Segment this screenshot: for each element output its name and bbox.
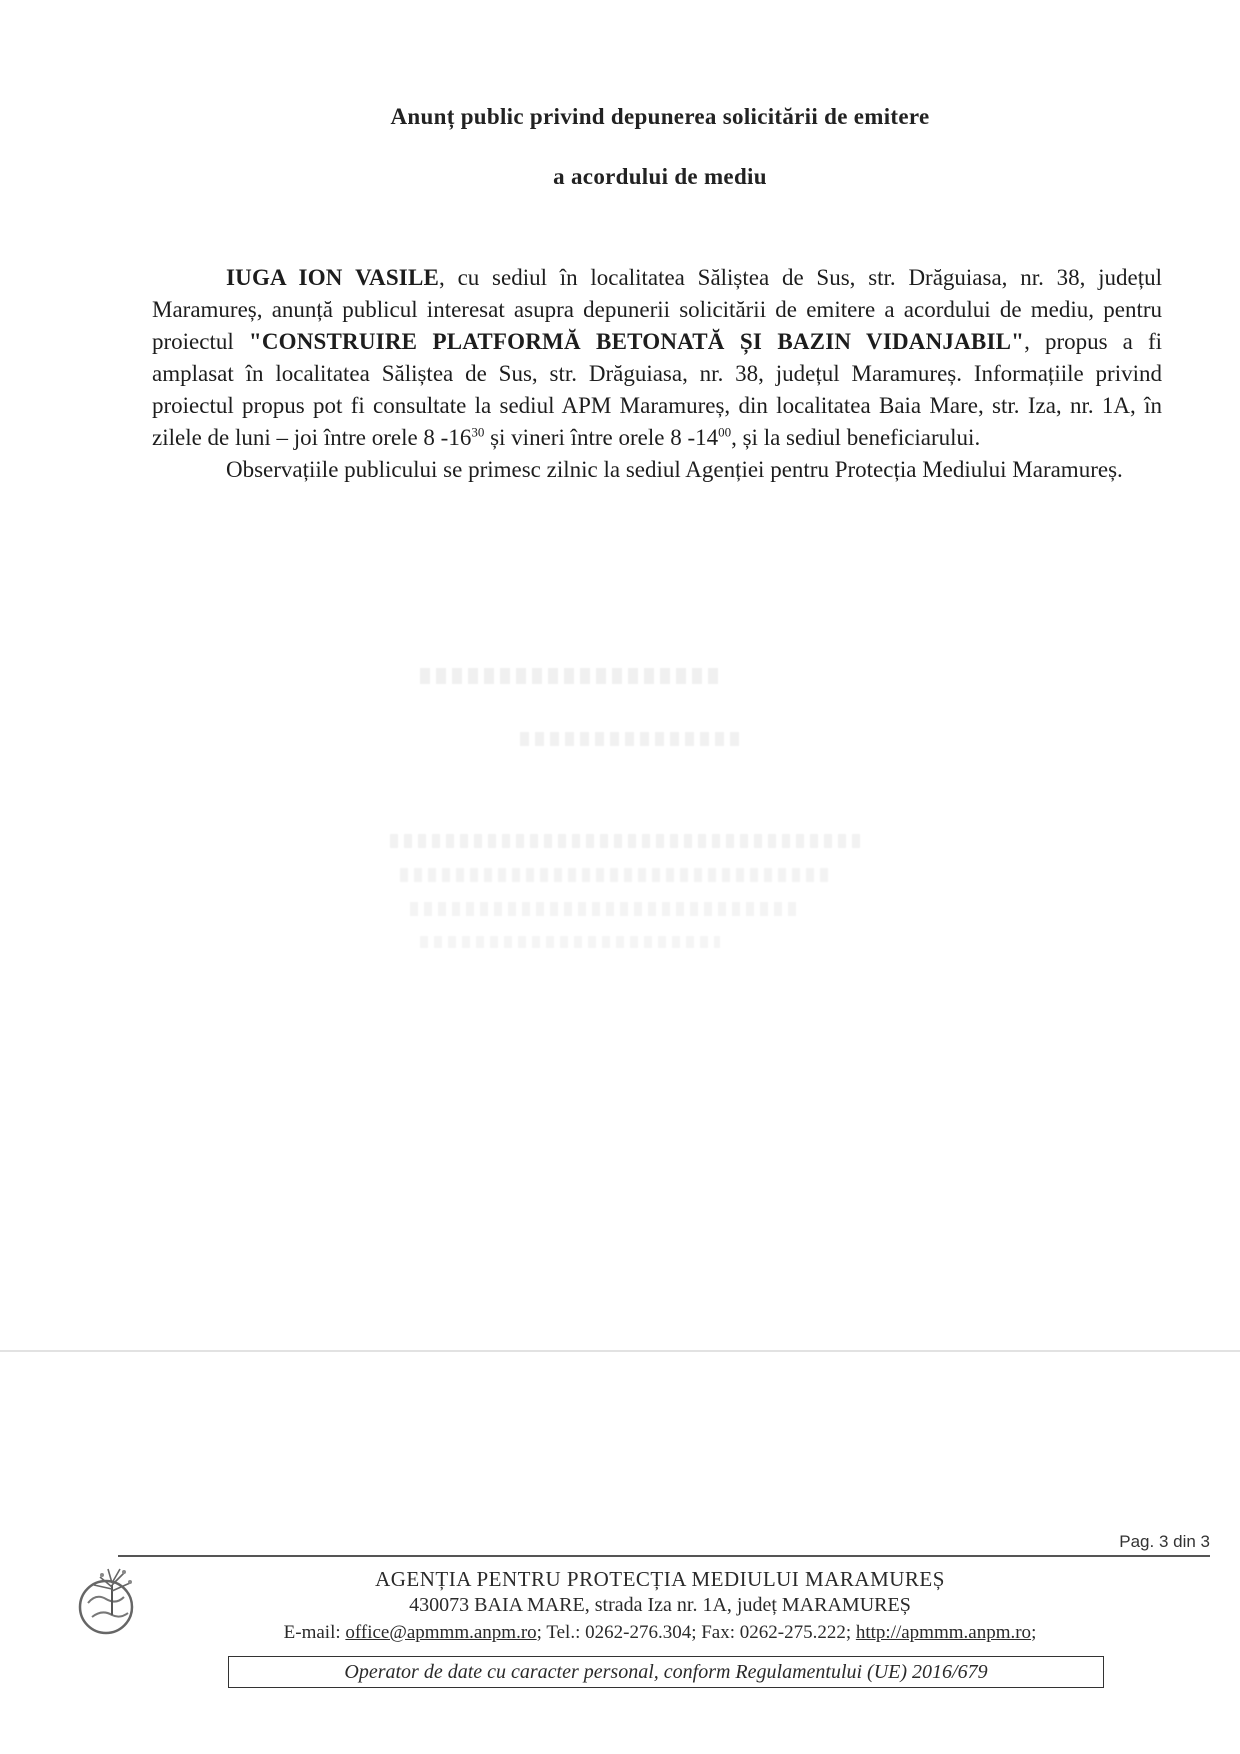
phone-fax: ; Tel.: 0262-276.304; Fax: 0262-275.222; [536, 1622, 856, 1643]
paragraph-text: , și la sediul beneficiarului. [731, 425, 981, 450]
apm-logo-icon [72, 1563, 152, 1643]
paragraph-text: , cu sediul în localitatea Sălіștea de Sus, str. Drăguiasa, nr. 38, județul Maramureș, anunță publicul interesat asupra depunerii solicitării de emitere a acordului de mediu, pentru proiectul [152, 265, 1162, 354]
bleed-through-mark [520, 732, 740, 746]
page-number: Pag. 3 din 3 [1119, 1532, 1210, 1551]
project-name: "CONSTRUIRE PLATFORMĂ BETONATĂ ȘI BAZIN VIDANJABIL" [248, 329, 1025, 354]
gdpr-notice: Operator de date cu caracter personal, conform Regulamentului (UE) 2016/679 [228, 1656, 1104, 1688]
bleed-through-mark [410, 902, 800, 916]
document-title: Anunț public privind depunerea solicitării de emitere [390, 104, 930, 129]
paragraph-text: , propus a fi amplasat în localitatea Sălіștea de Sus, str. Drăguiasa, nr. 38, județul Maramureș. Informațiile privind proiectul propus pot fi consultate la sediul APM Maramureș, din localitatea Baia Mare, str. Iza, nr. 1A, în zilele de luni – joi între orele 8 -16 [152, 329, 1163, 450]
footer-rule [118, 1555, 1210, 1557]
scan-fold-line [0, 1350, 1240, 1352]
applicant-name: IUGA ION VASILE [226, 265, 440, 290]
contact-trail: ; [1031, 1622, 1037, 1643]
bleed-through-mark [400, 868, 830, 882]
bleed-through-mark [420, 668, 720, 684]
paragraph-text: și vineri între orele 8 -14 [484, 425, 719, 450]
email-label: E-mail: [283, 1622, 346, 1643]
agency-contact [160, 1622, 1160, 1644]
agency-address: 430073 BAIA MARE, strada Iza nr. 1A, județ MARAMUREȘ [409, 1594, 911, 1616]
announcement-body [152, 262, 1162, 486]
bleed-through-mark [390, 834, 860, 848]
superscript-minutes: 00 [718, 424, 732, 440]
email-link[interactable]: office@apmmm.anpm.ro [345, 1622, 537, 1643]
agency-name: AGENȚIA PENTRU PROTECȚIA MEDIULUI MARAMUREȘ [375, 1567, 945, 1591]
observations-paragraph: Observațiile publicului se primesc zilnic la sediul Agenției pentru Protecția Mediului Maramureș. [226, 457, 1123, 482]
bleed-through-mark [420, 936, 720, 948]
announcement-paragraph [152, 262, 1162, 454]
document-subtitle: a acordului de mediu [553, 164, 767, 189]
website-link[interactable]: http://apmmm.anpm.ro [855, 1622, 1032, 1643]
superscript-minutes: 30 [471, 424, 485, 440]
